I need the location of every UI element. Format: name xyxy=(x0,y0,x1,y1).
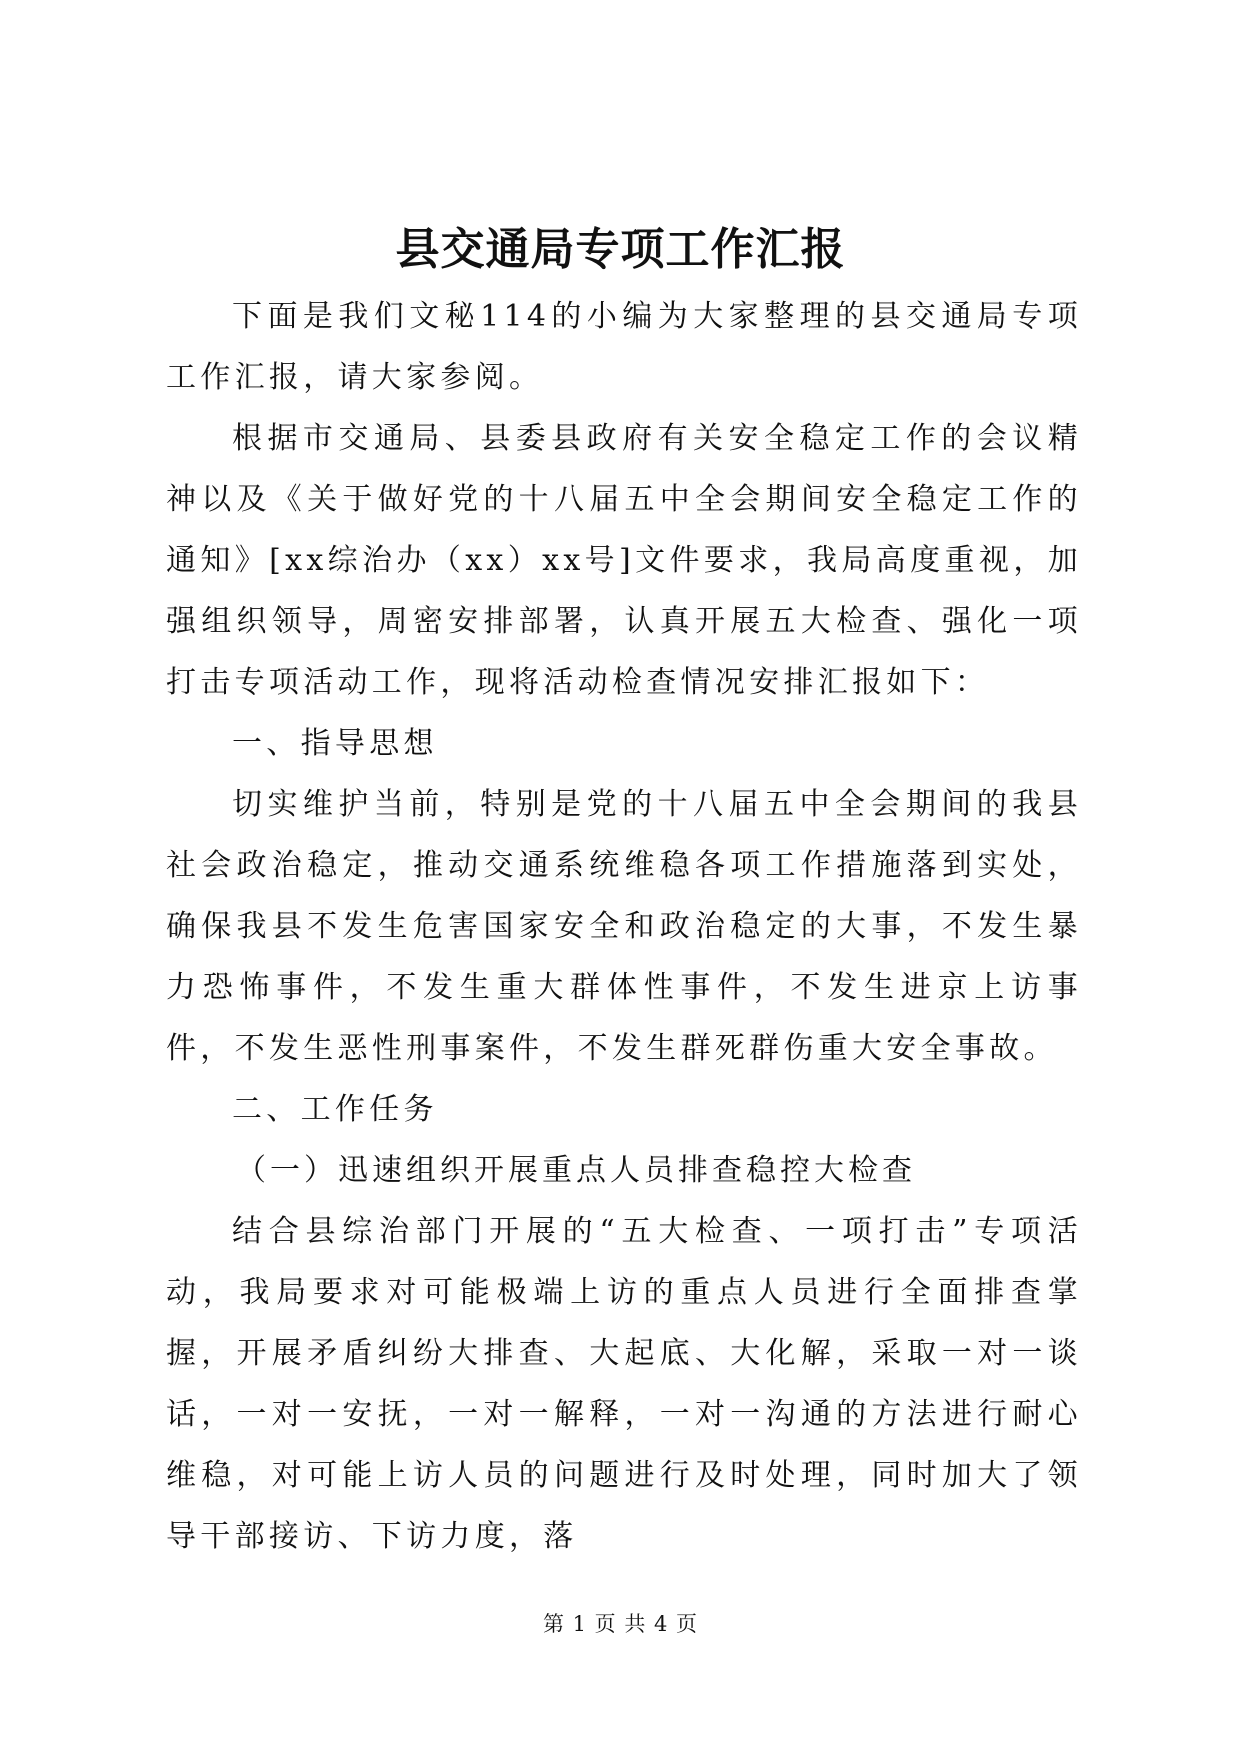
section-heading-work-tasks: 二、工作任务 xyxy=(232,1092,438,1127)
background-paragraph: 根据市交通局、县委县政府有关安全稳定工作的会议精神以及《关于做好党的十八届五中全会期间安全稳定工作的通知》[xx综治办（xx）xx号]文件要求，我局高度重视，加强组织领导，周密安排部署，认真开展五大检查、强化一项打击专项活动工作，现将活动检查情况安排汇报如下： xyxy=(166,421,1082,700)
subsection-heading-key-personnel-check: （一）迅速组织开展重点人员排查稳控大检查 xyxy=(236,1153,916,1188)
guiding-ideology-paragraph: 切实维护当前，特别是党的十八届五中全会期间的我县社会政治稳定，推动交通系统维稳各项工作措施落到实处，确保我县不发生危害国家安全和政治稳定的大事，不发生暴力恐怖事件，不发生重大群体性事件，不发生进京上访事件，不发生恶性刑事案件，不发生群死群伤重大安全事故。 xyxy=(166,787,1082,1066)
section-heading-guiding-ideology: 一、指导思想 xyxy=(232,726,438,761)
document-body xyxy=(166,286,1082,1567)
key-personnel-check-paragraph: 结合县综治部门开展的“五大检查、一项打击”专项活动，我局要求对可能极端上访的重点人员进行全面排查掌握，开展矛盾纠纷大排查、大起底、大化解，采取一对一谈话，一对一安抚，一对一解释，一对一沟通的方法进行耐心维稳，对可能上访人员的问题进行及时处理，同时加大了领导干部接访、下访力度，落 xyxy=(166,1214,1082,1554)
page-number-footer: 第 1 页 共 4 页 xyxy=(542,1612,699,1636)
document-title: 县交通局专项工作汇报 xyxy=(395,224,846,275)
intro-paragraph: 下面是我们文秘114的小编为大家整理的县交通局专项工作汇报，请大家参阅。 xyxy=(166,299,1082,395)
